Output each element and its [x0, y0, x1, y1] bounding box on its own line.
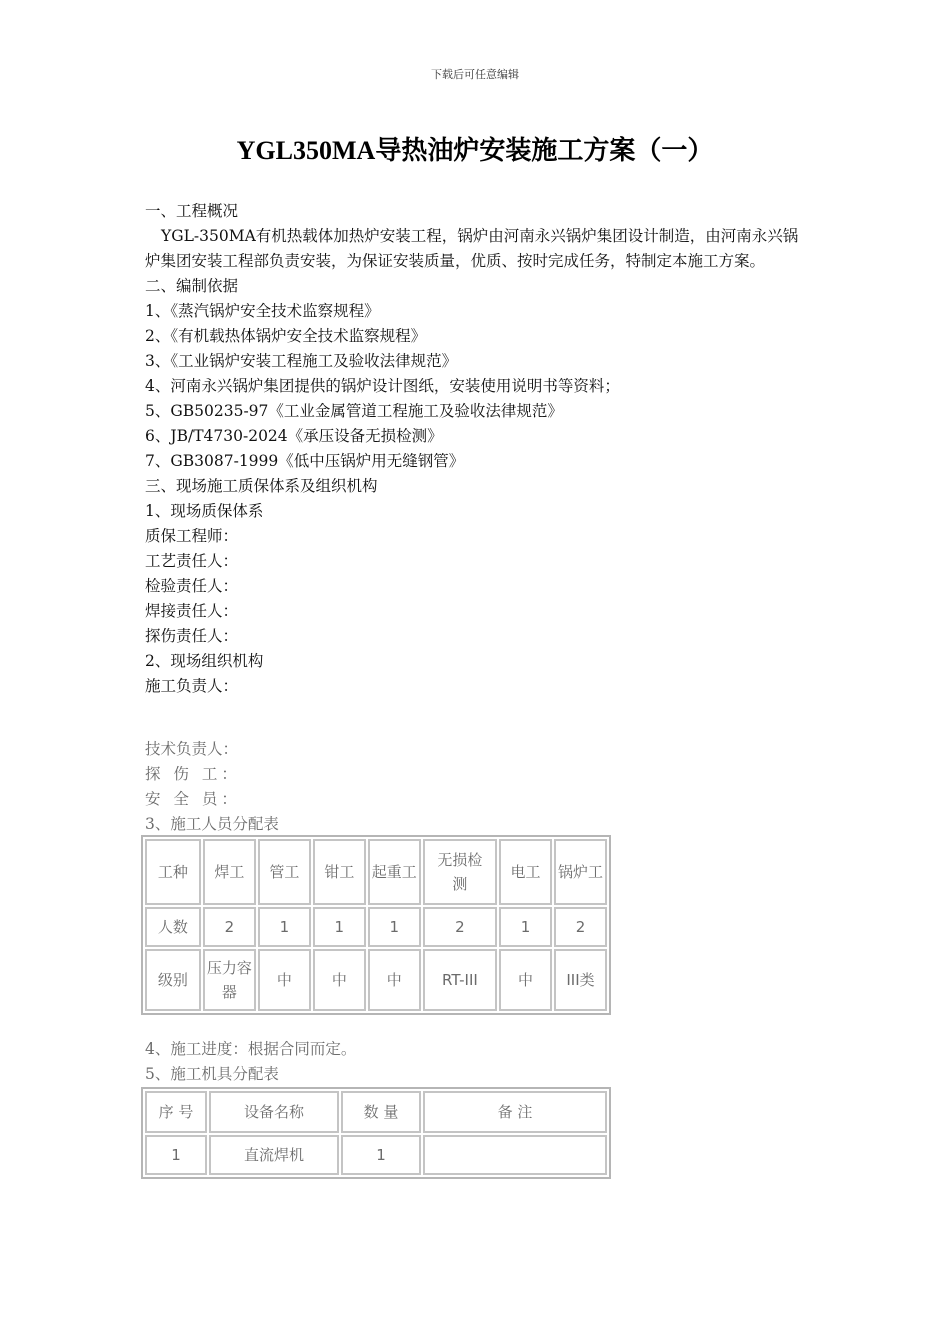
role-label: 安 全 员： — [145, 790, 241, 808]
role-label: 技术负责人： — [145, 740, 239, 758]
table-cell: 1 — [341, 1135, 421, 1175]
header-note: 下载后可任意编辑 — [431, 68, 519, 81]
table-cell: 1 — [368, 907, 421, 947]
organization-heading: 2、现场组织机构 — [145, 652, 264, 670]
table-cell: 1 — [313, 907, 366, 947]
table-cell: 起重工 — [368, 839, 421, 905]
section1-paragraph: YGL-350MA有机热载体加热炉安装工程，锅炉由河南永兴锅炉集团设计制造，由河南永兴锅炉集团安装工程部负责安装，为保证安装质量，优质、按时完成任务，特制定本施工方案。 — [145, 227, 799, 270]
table-cell: 工种 — [145, 839, 201, 905]
staff-allocation-table — [141, 835, 611, 1015]
table-cell: 中 — [313, 949, 366, 1011]
role-label: 施工负责人： — [145, 677, 239, 695]
table-cell: 2 — [554, 907, 607, 947]
staff-table-heading: 3、施工人员分配表 — [145, 815, 279, 833]
table-cell: 数 量 — [341, 1091, 421, 1133]
table-cell: 2 — [423, 907, 497, 947]
role-label: 检验责任人： — [145, 577, 239, 595]
section1-heading: 一、工程概况 — [145, 202, 239, 220]
table-cell: 1 — [145, 1135, 207, 1175]
table-row — [145, 1091, 607, 1133]
table-row — [145, 949, 607, 1011]
table-cell: 中 — [258, 949, 311, 1011]
reference-item: 3、《工业锅炉安装工程施工及验收法律规范》 — [145, 352, 458, 370]
equipment-table-heading: 5、施工机具分配表 — [145, 1065, 279, 1083]
table-cell: 人数 — [145, 907, 201, 947]
reference-item: 4、河南永兴锅炉集团提供的锅炉设计图纸，安装使用说明书等资料； — [145, 377, 620, 395]
table-cell: 1 — [258, 907, 311, 947]
table-row — [145, 907, 607, 947]
table-cell: 序 号 — [145, 1091, 207, 1133]
table-cell: 1 — [499, 907, 552, 947]
table-cell: 直流焊机 — [209, 1135, 339, 1175]
document-body — [145, 199, 810, 699]
reference-item: 6、JB/T4730-2024《承压设备无损检测》 — [145, 427, 443, 445]
schedule-line: 4、施工进度：根据合同而定。 — [145, 1040, 357, 1058]
section3-heading: 三、现场施工质保体系及组织机构 — [145, 477, 378, 495]
table-cell: 中 — [499, 949, 552, 1011]
table-cell: 2 — [203, 907, 256, 947]
role-label: 焊接责任人： — [145, 602, 239, 620]
table-cell: 中 — [368, 949, 421, 1011]
reference-item: 7、GB3087-1999《低中压锅炉用无缝钢管》 — [145, 452, 465, 470]
table-row — [145, 1135, 607, 1175]
reference-item: 2、《有机载热体锅炉安全技术监察规程》 — [145, 327, 427, 345]
table-cell: 管工 — [258, 839, 311, 905]
table-cell — [423, 1135, 607, 1175]
reference-item: 5、GB50235-97《工业金属管道工程施工及验收法律规范》 — [145, 402, 563, 420]
section2-heading: 二、编制依据 — [145, 277, 239, 295]
role-label: 工艺责任人： — [145, 552, 239, 570]
grey-role-block — [145, 737, 810, 837]
table-cell: 压力容器 — [203, 949, 256, 1011]
table-row — [145, 839, 607, 905]
table-cell: 设备名称 — [209, 1091, 339, 1133]
table-cell: 锅炉工 — [554, 839, 607, 905]
table-cell: RT-III — [423, 949, 497, 1011]
table-cell: 备 注 — [423, 1091, 607, 1133]
table-cell: 级别 — [145, 949, 201, 1011]
table-cell: 钳工 — [313, 839, 366, 905]
grey-schedule-block — [145, 1037, 810, 1087]
table-cell: 无损检测 — [423, 839, 497, 905]
reference-item: 1、《蒸汽锅炉安全技术监察规程》 — [145, 302, 380, 320]
document-title: YGL350MA导热油炉安装施工方案（一） — [236, 136, 714, 165]
table-cell: 电工 — [499, 839, 552, 905]
equipment-table — [141, 1087, 611, 1179]
role-label: 质保工程师： — [145, 527, 239, 545]
role-label: 探伤责任人： — [145, 627, 239, 645]
role-label: 探 伤 工： — [145, 765, 241, 783]
table-cell: III类 — [554, 949, 607, 1011]
table-cell: 焊工 — [203, 839, 256, 905]
quality-system-heading: 1、现场质保体系 — [145, 502, 264, 520]
